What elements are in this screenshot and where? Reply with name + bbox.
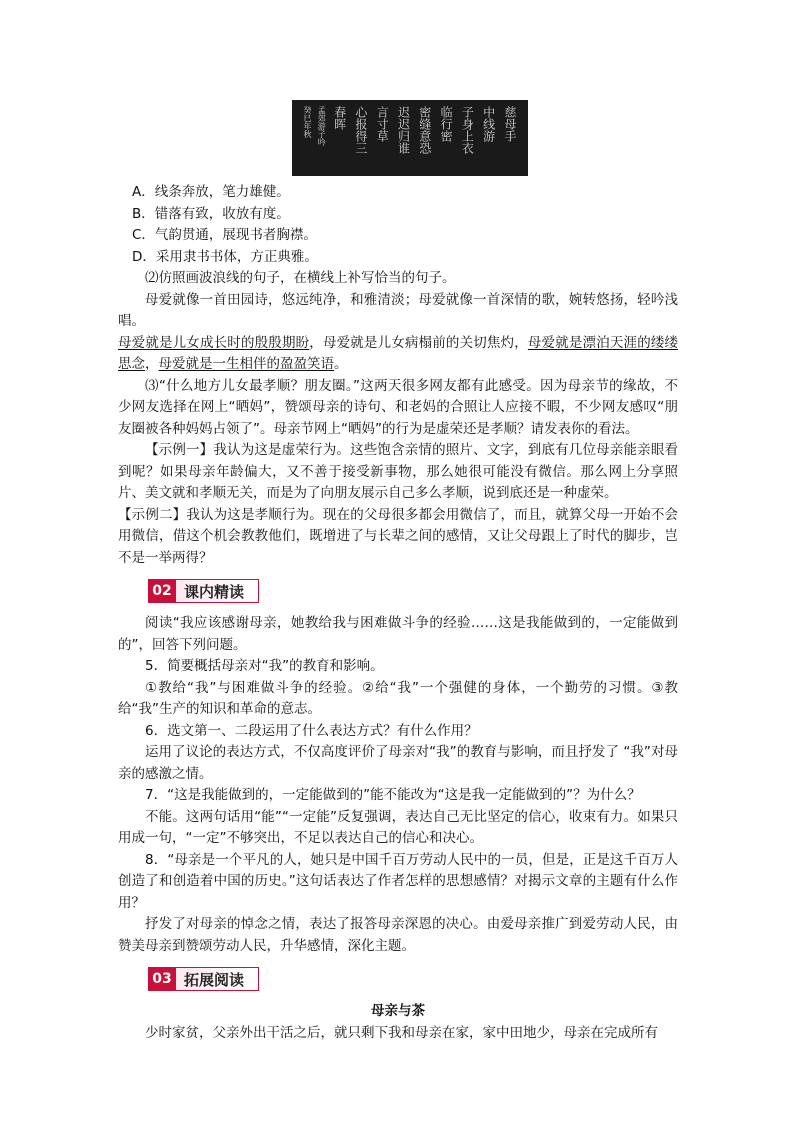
calligraphy-inscription: 癸巳年秋 bbox=[303, 106, 312, 138]
section-header-02 bbox=[148, 577, 678, 605]
option-b: B．错落有致，收放有度。 bbox=[132, 205, 290, 222]
q7: 7．“这是我能做到的，一定能做到的”能不能改为“这是我一定能做到的”？为什么？ bbox=[145, 787, 641, 803]
q2-answer: 母爱就是儿女成长时的殷殷期盼，母爱就是儿女病榻前的关切焦灼，母爱就是漂泊天涯的缕缕思念，母爱就是一生相伴的盈盈笑语。 bbox=[118, 334, 679, 372]
a5: ①教给“我”与困难做斗争的经验。②给“我”一个强健的身体，一个勤劳的习惯。③教给“我”生产的知识和革命的意志。 bbox=[118, 679, 678, 717]
calligraphy-column: 迟迟归谁 bbox=[396, 106, 411, 154]
q2-prompt: ⑵仿照画波浪线的句子，在横线上补写恰当的句子。 bbox=[145, 270, 456, 286]
q5: 5．简要概括母亲对“我”的教育和影响。 bbox=[145, 658, 384, 674]
option-a: A．线条奔放，笔力雄健。 bbox=[132, 184, 290, 200]
q2-answer-a: 母爱就是儿女成长时的殷殷期盼 bbox=[118, 334, 310, 351]
article-paragraph: 少时家贫，父亲外出干活之后，就只剩下我和母亲在家，家中田地少，母亲在完成所有 bbox=[145, 1024, 658, 1041]
section-label: 课内精读 bbox=[176, 579, 259, 603]
article-title: 母亲与茶 bbox=[371, 1003, 425, 1019]
a7: 不能。这两句话用“能”“一定能”反复强调，表达自己无比坚定的信心，收束有力。如果只用成一句，“一定”不够突出，不足以表达自己的信心和决心。 bbox=[118, 808, 678, 846]
section-label: 拓展阅读 bbox=[176, 967, 259, 991]
calligraphy-column: 春晖 bbox=[332, 106, 347, 130]
q2-answer-b: 母爱就是漂泊天涯的缕缕思念 bbox=[118, 334, 679, 372]
q8: 8．“母亲是一个平凡的人，她只是中国千百万劳动人民中的一员，但是，正是这千百万人创造了和创造着中国的历史。”这句话表达了作者怎样的思想感情？对揭示文章的主题有什么作用？ bbox=[118, 851, 678, 911]
q3-example-1: 【示例一】我认为这是虚荣行为。这些饱含亲情的照片、文字，到底有几位母亲能亲眼看到呢？如果母亲年龄偏大，又不善于接受新事物，那么她很可能没有微信。那么网上分享照片、美文就和孝顺无关，而是为了向朋友展示自己多么孝顺，说到底还是一种虚荣。 bbox=[118, 442, 679, 501]
option-c: C．气韵贯通，展现书者胸襟。 bbox=[132, 227, 317, 243]
calligraphy-image bbox=[292, 100, 528, 176]
q2-text: 母爱就像一首田园诗，悠远纯净，和雅清淡；母爱就像一首深情的歌，婉转悠扬，轻吟浅唱。 bbox=[118, 291, 678, 329]
calligraphy-column: 慈母手 bbox=[502, 106, 517, 142]
a8: 抒发了对母亲的悼念之情，表达了报答母亲深恩的决心。由爱母亲推广到爱劳动人民，由赞美母亲到赞颂劳动人民，升华感情，深化主题。 bbox=[118, 916, 678, 954]
q3-example-2: 【示例二】我认为这是孝顺行为。现在的父母很多都会用微信了，而且，就算父母一开始不会用微信，借这个机会教教他们，既增进了与长辈之间的感情，又让父母跟上了时代的脚步，岂不是一举两得？ bbox=[118, 506, 678, 566]
calligraphy-column: 心报得三 bbox=[353, 106, 368, 154]
q2-answer-c: 母爱就是一生相伴的盈盈笑语 bbox=[158, 356, 334, 372]
a6: 运用了议论的表达方式，不仅高度评价了母亲对“我”的教育与影响，而且抒发了 “我”对母亲的感激之情。 bbox=[118, 744, 678, 782]
calligraphy-column: 子身上衣 bbox=[460, 106, 475, 154]
calligraphy-inscription: 孟郊游子吟 bbox=[317, 106, 327, 146]
calligraphy-column: 中线游 bbox=[481, 106, 496, 142]
calligraphy-column: 言寸草 bbox=[375, 106, 390, 142]
document-page bbox=[118, 100, 678, 1044]
calligraphy-column: 密缝意恐 bbox=[417, 106, 432, 154]
section-header-03 bbox=[148, 965, 678, 993]
calligraphy-column: 临行密 bbox=[439, 106, 454, 142]
section-number: 03 bbox=[148, 967, 176, 991]
option-d: D．采用隶书书体，方正典雅。 bbox=[132, 248, 318, 265]
section-number: 02 bbox=[148, 579, 176, 603]
section2-intro: 阅读“我应该感谢母亲，她教给我与困难做斗争的经验……这是我能做到的，一定能做到的”，回答下列问题。 bbox=[118, 615, 678, 653]
q3-prompt: ⑶“什么地方儿女最孝顺？朋友圈。”这两天很多网友都有此感受。因为母亲节的缘故，不少网友选择在网上“晒妈”，赞颂母亲的诗句、和老妈的合照让人应接不暇，不少网友感叹“朋友圈被各种妈妈占领了”。母亲节网上“晒妈”的行为是虚荣还是孝顺？请发表你的看法。 bbox=[118, 377, 678, 437]
q6: 6．选文第一、二段运用了什么表达方式？有什么作用？ bbox=[145, 722, 478, 739]
